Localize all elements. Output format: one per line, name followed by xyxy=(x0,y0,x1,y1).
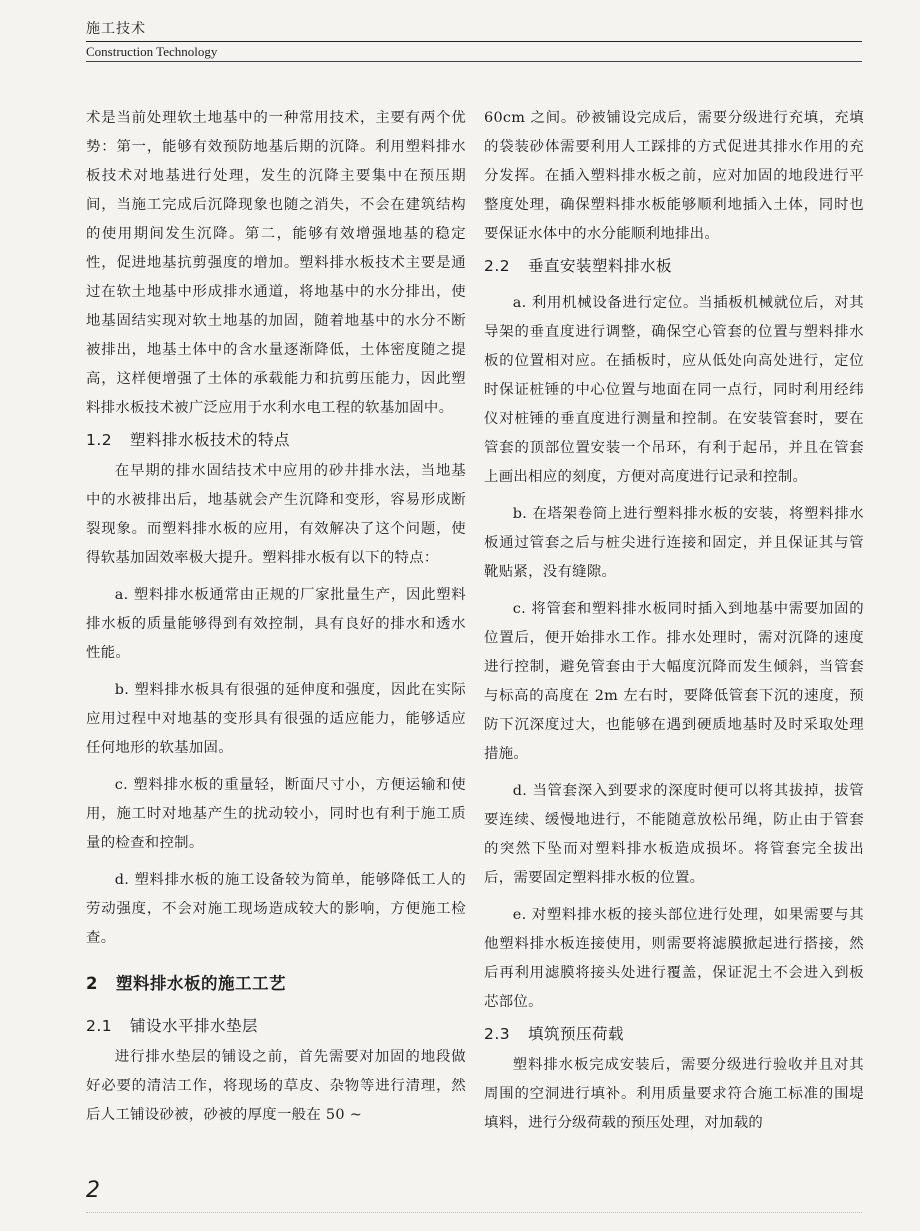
journal-section-title-en: Construction Technology xyxy=(86,44,218,59)
list-item-b: b. 在塔架卷筒上进行塑料排水板的安装，将塑料排水板通过管套之后与桩尖进行连接和固定，并且保证其与管靴贴紧，没有缝隙。 xyxy=(484,506,864,580)
section-title: 垂直安装塑料排水板 xyxy=(528,257,673,275)
list-item-e: e. 对塑料排水板的接头部位进行处理，如果需要与其他塑料排水板连接使用，则需要将滤膜掀起进行搭接，然后再利用滤膜将接头处进行覆盖，保证泥土不会进入到板芯部位。 xyxy=(484,907,864,1010)
section-heading-1-2 xyxy=(86,425,466,455)
left-column xyxy=(86,104,466,1130)
section-number: 2.3 xyxy=(484,1025,511,1043)
section-number: 1.2 xyxy=(86,431,113,449)
paragraph-continued: 术是当前处理软土地基中的一种常用技术，主要有两个优势：第一，能够有效预防地基后期的沉降。利用塑料排水板技术对地基进行处理，发生的沉降主要集中在预压期间，当施工完成后沉降现象也随之消失，不会在建筑结构的使用期间发生沉降。第二，能够有效增强地基的稳定性，促进地基抗剪强度的增加。塑料排水板技术主要是通过在软土地基中形成排水通道，将地基中的水分排出，使地基固结实现对软土地基的加固，随着地基中的水分不断被排出，地基土体中的含水量逐渐降低，土体密度随之提高，这样便增强了土体的承载能力和抗剪压能力，因此塑料排水板技术被广泛应用于水利水电工程的软基加固中。 xyxy=(86,110,466,416)
paragraph: 塑料排水板完成安装后，需要分级进行验收并且对其周围的空洞进行填补。利用质量要求符合施工标准的围堤填料，进行分级荷载的预压处理，对加载的 xyxy=(484,1057,864,1131)
footer-dotted-line xyxy=(86,1212,862,1213)
journal-section-title-cn: 施工技术 xyxy=(86,21,146,37)
list-item-b: b. 塑料排水板具有很强的延伸度和强度，因此在实际应用过程中对地基的变形具有很强的适应能力，能够适应任何地形的软基加固。 xyxy=(86,682,466,756)
header-rule-top xyxy=(86,41,862,42)
list-item-d: d. 当管套深入到要求的深度时便可以将其拔掉，拔管要连续、缓慢地进行，不能随意放松吊绳，防止由于管套的突然下坠而对塑料排水板造成损坏。将管套完全拔出后，需要固定塑料排水板的位置。 xyxy=(484,783,864,886)
section-heading-2 xyxy=(86,969,466,999)
right-column xyxy=(484,104,864,1138)
paragraph: 在早期的排水固结技术中应用的砂井排水法，当地基中的水被排出后，地基就会产生沉降和变形，容易形成断裂现象。而塑料排水板的应用，有效解决了这个问题，使得软基加固效率极大提升。塑料排水板有以下的特点： xyxy=(86,463,466,566)
page-number: 2 xyxy=(86,1178,100,1203)
list-item-c: c. 塑料排水板的重量轻，断面尺寸小，方便运输和使用，施工时对地基产生的扰动较小，同时也有利于施工质量的检查和控制。 xyxy=(86,777,466,851)
list-item-d: d. 塑料排水板的施工设备较为简单，能够降低工人的劳动强度，不会对施工现场造成较大的影响，方便施工检查。 xyxy=(86,872,466,946)
paragraph: 进行排水垫层的铺设之前，首先需要对加固的地段做好必要的清洁工作，将现场的草皮、杂物等进行清理，然后人工铺设砂被，砂被的厚度一般在 50 ~ xyxy=(86,1049,466,1123)
section-title: 填筑预压荷载 xyxy=(528,1025,625,1043)
section-number: 2.1 xyxy=(86,1017,113,1035)
section-title: 塑料排水板技术的特点 xyxy=(130,431,291,449)
paragraph-continued: 60cm 之间。砂被铺设完成后，需要分级进行充填，充填的袋装砂体需要利用人工踩排的方式促进其排水作用的充分发挥。在插入塑料排水板之前，应对加固的地段进行平整度处理，确保塑料排水板能够顺利地插入土体，同时也要保证水体中的水分能顺利地排出。 xyxy=(484,110,864,242)
section-number: 2 xyxy=(86,974,98,993)
list-item-a: a. 塑料排水板通常由正规的厂家批量生产，因此塑料排水板的质量能够得到有效控制，具有良好的排水和透水性能。 xyxy=(86,587,466,661)
list-item-a: a. 利用机械设备进行定位。当插板机械就位后，对其导架的垂直度进行调整，确保空心管套的位置与塑料排水板的位置相对应。在插板时，应从低处向高处进行，定位时保证桩锤的中心位置与地面在同一点行，同时利用经纬仪对桩锤的垂直度进行测量和控制。在安装管套时，要在管套的顶部位置安装一个吊环，有利于起吊，并且在管套上画出相应的刻度，方便对高度进行记录和控制。 xyxy=(484,295,864,485)
section-title: 塑料排水板的施工工艺 xyxy=(116,974,286,993)
section-heading-2-3 xyxy=(484,1019,864,1049)
section-number: 2.2 xyxy=(484,257,511,275)
section-heading-2-2 xyxy=(484,251,864,281)
header-rule-bottom xyxy=(86,61,862,62)
section-title: 铺设水平排水垫层 xyxy=(130,1017,259,1035)
section-heading-2-1 xyxy=(86,1011,466,1041)
running-header xyxy=(86,20,862,62)
list-item-c: c. 将管套和塑料排水板同时插入到地基中需要加固的位置后，便开始排水工作。排水处理时，需对沉降的速度进行控制，避免管套由于大幅度沉降而发生倾斜，当管套与标高的高度在 2m 左右时，要降低管套下沉的速度，预防下沉深度过大，也能够在遇到硬质地基时及时采取处理措施。 xyxy=(484,601,864,762)
